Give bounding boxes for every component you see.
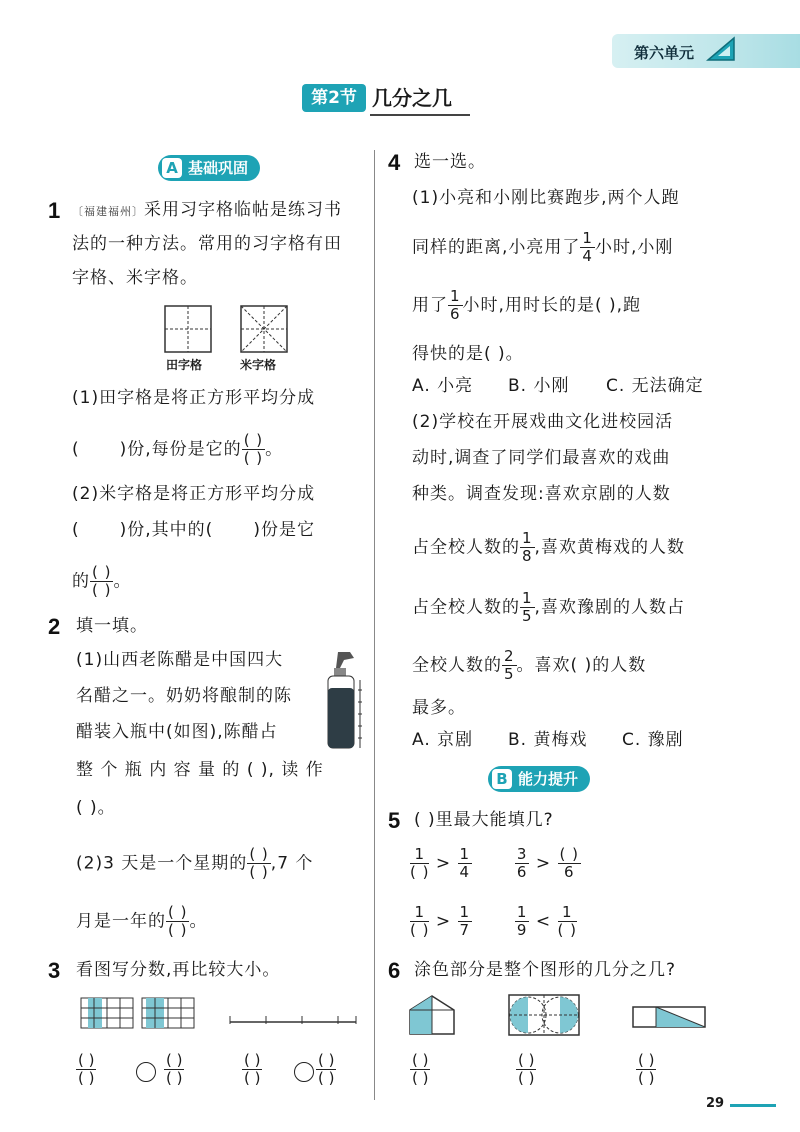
triangle-ruler-icon <box>706 36 736 62</box>
page-number: 29 <box>706 1096 725 1111</box>
vinegar-bottle-figure <box>320 650 366 750</box>
q4-line5: (2)学校在开展戏曲文化进校园活 <box>412 412 674 432</box>
q4-line8: 占全校人数的 $\frac{1}{8}$ ,喜欢黄梅戏的人数 <box>412 529 685 565</box>
q1-p2-answer-fraction[interactable]: $\frac{( )}{( )}$ <box>92 563 112 599</box>
page-number-line <box>730 1104 776 1107</box>
q4-line3: 用了 $\frac{1}{6}$ 小时,用时长的是( ),跑 <box>412 287 642 323</box>
q4-line7: 种类。调查发现:喜欢京剧的人数 <box>412 484 671 504</box>
q4-opt2-b[interactable]: B. 黄梅戏 <box>508 730 588 750</box>
q4-opt-c[interactable]: C. 无法确定 <box>606 376 704 396</box>
q1-p2-line3: 的 $\frac{( )}{( )}$ 。 <box>72 563 132 599</box>
q2-line7: 月是一年的 $\frac{( )}{( )}$ 。 <box>76 903 208 939</box>
q6-circles-figure <box>508 994 580 1036</box>
q3-frac-b[interactable]: $\frac{( )}{( )}$ <box>166 1051 183 1087</box>
q1-line3: 字格、米字格。 <box>72 268 198 288</box>
badge-label-a: 基础巩固 <box>188 159 249 177</box>
section-title: 几分之几 <box>372 86 452 110</box>
badge-advanced <box>488 766 590 792</box>
q3-figure-grids <box>80 996 200 1032</box>
badge-letter-a: A <box>162 158 182 178</box>
q4-line11: 最多。 <box>412 698 466 718</box>
q4-opt2-a[interactable]: A. 京剧 <box>412 730 474 750</box>
question-2-number: 2 <box>48 614 61 639</box>
q4-line2: 同样的距离,小亮用了 $\frac{1}{4}$ 小时,小刚 <box>412 229 674 265</box>
q5-frac-3[interactable]: $\frac{1}{( )}$ <box>410 903 430 939</box>
q4-line10: 全校人数的 $\frac{2}{5}$ 。喜欢( )的人数 <box>412 647 647 683</box>
q2-week-fraction[interactable]: $\frac{( )}{( )}$ <box>249 845 269 881</box>
q3-frac-c[interactable]: $\frac{( )}{( )}$ <box>244 1051 261 1087</box>
q5-frac-4[interactable]: $\frac{1}{( )}$ <box>557 903 577 939</box>
q3-title: 看图写分数,再比较大小。 <box>76 960 281 980</box>
q4-opt-a[interactable]: A. 小亮 <box>412 376 474 396</box>
badge-label-b: 能力提升 <box>518 770 579 788</box>
q3-answer-3 <box>242 1052 262 1087</box>
q6-frac-2[interactable]: $\frac{( )}{( )}$ <box>518 1051 535 1087</box>
q6-frac-3[interactable]: $\frac{( )}{( )}$ <box>638 1051 655 1087</box>
q4-line4: 得快的是( )。 <box>412 344 524 364</box>
q1-line1: 〔福建福州〕采用习字格临帖是练习书 <box>72 200 342 220</box>
q3-answer-4 <box>316 1052 336 1087</box>
tian-grid-label: 田字格 <box>166 358 203 372</box>
question-4-number: 4 <box>388 150 401 175</box>
q5-row2: $\frac{1}{( )}$ > $\frac{1}{7}$ $\frac{1}{9}$ < $\frac{1}{( )}$ <box>410 903 577 939</box>
q3-answer-1 <box>76 1052 96 1087</box>
q1-line2: 法的一种方法。常用的习字格有田 <box>72 234 342 254</box>
q4-line9: 占全校人数的 $\frac{1}{5}$ ,喜欢豫剧的人数占 <box>412 589 685 625</box>
q2-line4: 整 个 瓶 内 容 量 的 ( ), 读 作 <box>76 760 324 780</box>
q4-frac-one-sixth: $\frac{1}{6}$ <box>450 287 461 323</box>
question-1-number: 1 <box>48 198 61 223</box>
q1-p2-line1: (2)米字格是将正方形平均分成 <box>72 484 316 504</box>
column-divider <box>374 150 375 1100</box>
q1-p2-line2: ( )份,其中的( )份是它 <box>72 520 315 540</box>
q4-frac-one-fourth: $\frac{1}{4}$ <box>582 229 593 265</box>
q6-house-figure <box>408 994 456 1036</box>
q4-line1: (1)小亮和小刚比赛跑步,两个人跑 <box>412 188 680 208</box>
q1-p1-line1: (1)田字格是将正方形平均分成 <box>72 388 316 408</box>
q5-frac-2[interactable]: $\frac{( )}{6}$ <box>559 845 579 881</box>
badge-basic <box>158 155 260 181</box>
q3-compare-circle-2[interactable] <box>294 1062 314 1082</box>
q3-figure-line <box>228 1010 358 1028</box>
q6-answer-2 <box>516 1052 536 1087</box>
q5-row1: $\frac{1}{( )}$ > $\frac{1}{4}$ $\frac{3}{6}$ > $\frac{( )}{6}$ <box>410 845 579 881</box>
q4-opt2-c[interactable]: C. 豫剧 <box>622 730 684 750</box>
section-underline <box>370 114 470 116</box>
q4-frac-one-fifth: $\frac{1}{5}$ <box>522 589 533 625</box>
q6-answer-3 <box>636 1052 656 1087</box>
q2-line1: (1)山西老陈醋是中国四大 <box>76 650 284 670</box>
q2-line3: 醋装入瓶中(如图),陈醋占 <box>76 722 278 742</box>
q1-region: 〔福建福州〕 <box>72 205 144 218</box>
tian-grid-figure <box>164 305 214 353</box>
q4-opt-b[interactable]: B. 小刚 <box>508 376 570 396</box>
q2-line5: ( )。 <box>76 798 116 818</box>
mi-grid-figure <box>240 305 290 353</box>
q6-answer-1 <box>410 1052 430 1087</box>
q4-title: 选一选。 <box>414 152 486 172</box>
q6-title: 涂色部分是整个图形的几分之几? <box>414 960 677 980</box>
unit-label: 第六单元 <box>634 44 695 62</box>
q2-line2: 名醋之一。奶奶将酿制的陈 <box>76 686 292 706</box>
q6-frac-1[interactable]: $\frac{( )}{( )}$ <box>412 1051 429 1087</box>
question-6-number: 6 <box>388 958 401 983</box>
q2-year-fraction[interactable]: $\frac{( )}{( )}$ <box>168 903 188 939</box>
q1-answer-fraction[interactable]: $\frac{( )}{( )}$ <box>243 431 264 467</box>
q3-frac-a[interactable]: $\frac{( )}{( )}$ <box>78 1051 95 1087</box>
mi-grid-label: 米字格 <box>240 358 277 372</box>
q3-frac-d[interactable]: $\frac{( )}{( )}$ <box>318 1051 335 1087</box>
q5-frac-1[interactable]: $\frac{1}{( )}$ <box>410 845 430 881</box>
question-5-number: 5 <box>388 808 401 833</box>
question-3-number: 3 <box>48 958 61 983</box>
q2-line6: (2)3 天是一个星期的 $\frac{( )}{( )}$ ,7 个 <box>76 845 314 881</box>
q4-frac-two-fifths: $\frac{2}{5}$ <box>504 647 515 683</box>
q1-p1-line2: ( )份,每份是它的 $\frac{( )}{( )}$ 。 <box>72 431 284 467</box>
q3-answer-2 <box>164 1052 184 1087</box>
q4-line6: 动时,调查了同学们最喜欢的戏曲 <box>412 448 671 468</box>
badge-letter-b: B <box>492 769 512 789</box>
q6-rect-figure <box>632 1006 706 1028</box>
q2-title: 填一填。 <box>76 616 148 636</box>
q3-compare-circle-1[interactable] <box>136 1062 156 1082</box>
section-tag: 第2节 <box>302 84 366 112</box>
q4-frac-one-eighth: $\frac{1}{8}$ <box>522 529 533 565</box>
q5-title: ( )里最大能填几? <box>414 810 554 830</box>
